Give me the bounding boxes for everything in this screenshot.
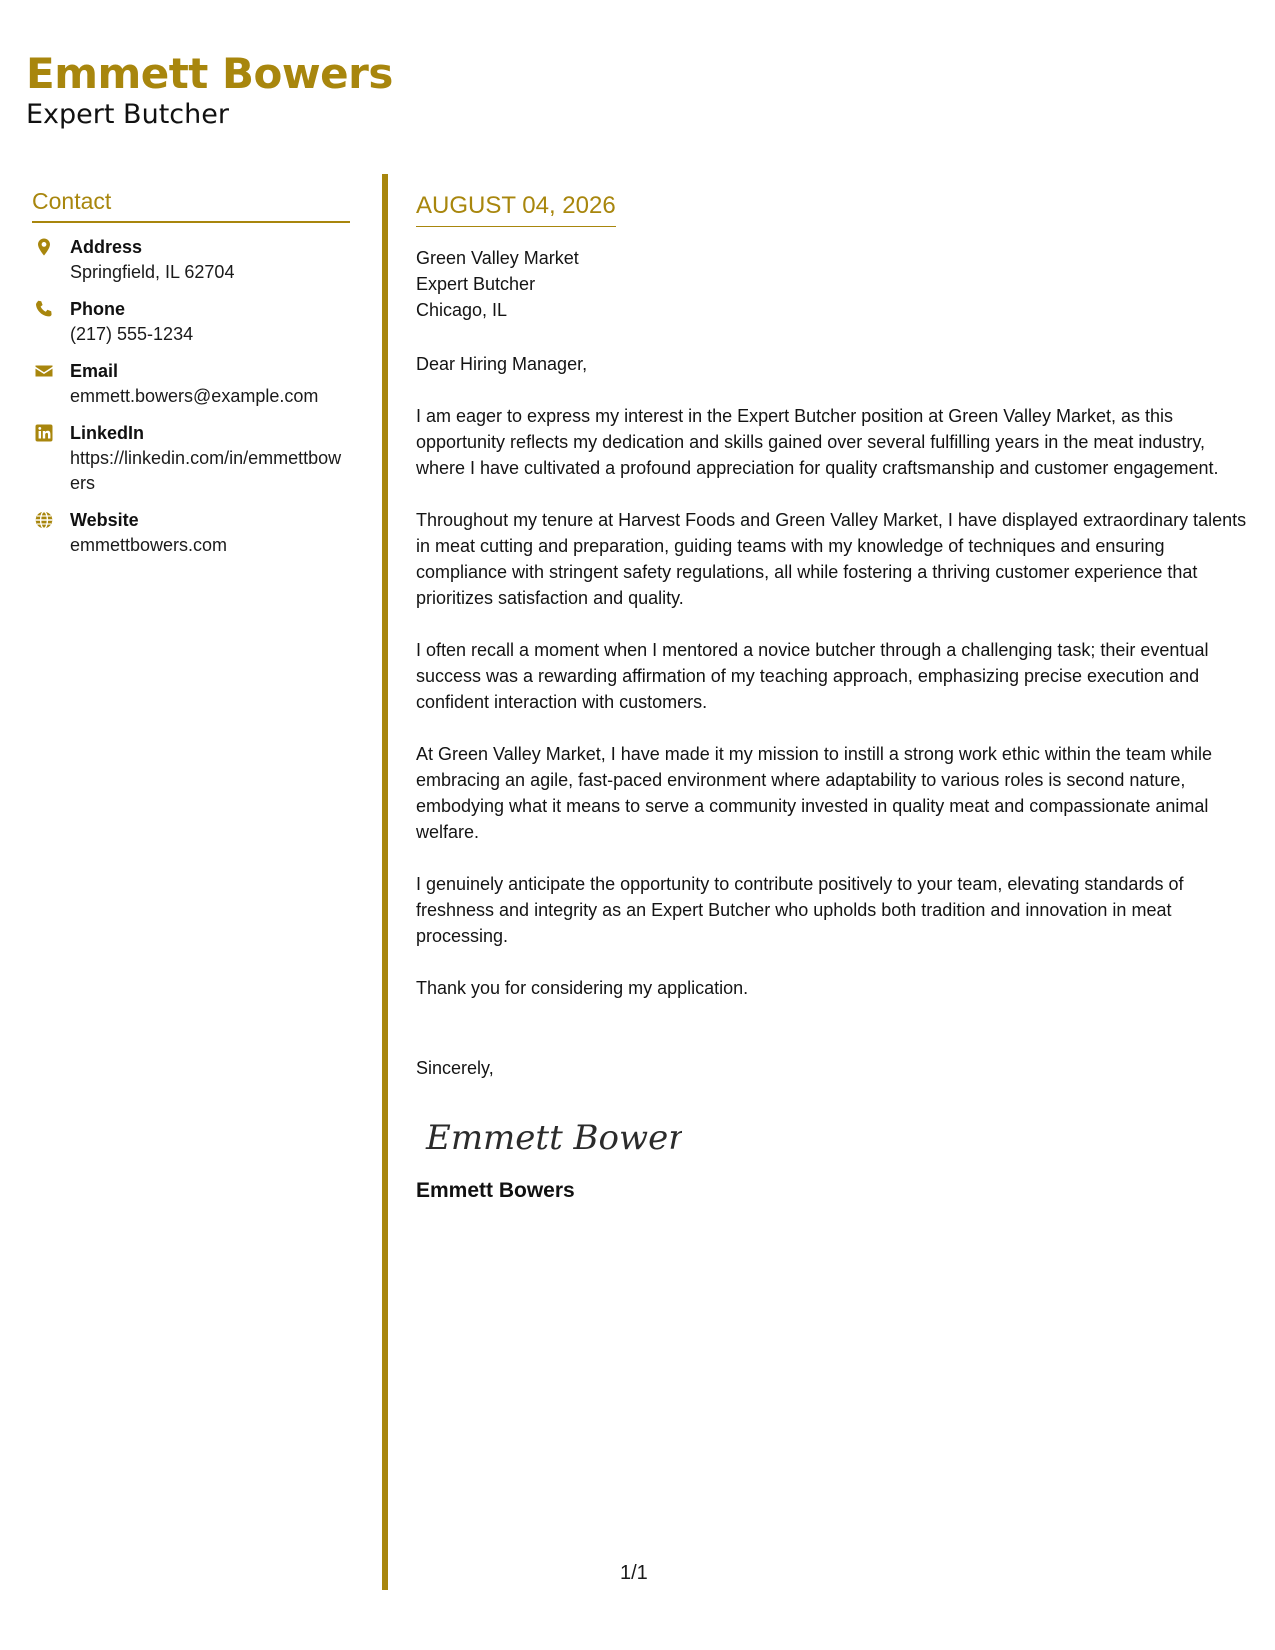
contact-item-email — [32, 359, 350, 409]
contact-item-linkedin — [32, 421, 350, 496]
letter-paragraph: I often recall a moment when I mentored a novice butcher through a challenging task; their eventual success was a rewarding affirmation of my teaching approach, emphasizing precise execution and confident interaction with customers. — [416, 640, 1209, 712]
contact-item-website — [32, 508, 350, 558]
linkedin-icon — [34, 423, 54, 443]
letter-paragraph: Thank you for considering my application. — [416, 978, 749, 998]
phone-icon — [34, 299, 54, 319]
contact-value-phone: (217) 555-1234 — [70, 324, 194, 344]
recipient-location: Chicago, IL — [416, 300, 508, 320]
vertical-divider — [382, 174, 388, 1590]
contact-heading: Contact — [32, 188, 350, 223]
letter-paragraph: At Green Valley Market, I have made it my mission to instill a strong work ethic within the team while embracing an agile, fast-paced environment where adaptability to various roles is second nature, embodying what it means to serve a community invested in quality meat and compassionate animal welfare. — [416, 744, 1212, 842]
contact-label-email: Email — [70, 361, 119, 381]
recipient-block — [416, 245, 1256, 323]
contact-value-linkedin[interactable]: https://linkedin.com/in/emmettbowers — [70, 448, 342, 493]
signature-text: Emmett Bowers — [426, 1118, 682, 1158]
letter-paragraph: I genuinely anticipate the opportunity to contribute positively to your team, elevating standards of freshness and integrity as an Expert Butcher who upholds both tradition and innovation in meat processing. — [416, 874, 1184, 946]
letter-paragraph: Throughout my tenure at Harvest Foods and Green Valley Market, I have displayed extraordinary talents in meat cutting and preparation, guiding teams with my knowledge of techniques and ensuring compliance with stringent safety regulations, all while fostering a thriving customer experience that prioritizes satisfaction and quality. — [416, 510, 1247, 608]
contact-item-address — [32, 235, 350, 285]
page-number: 1/1 — [620, 1562, 648, 1584]
applicant-title: Expert Butcher — [26, 99, 229, 130]
signed-name: Emmett Bowers — [416, 1179, 575, 1202]
contact-label-address: Address — [70, 237, 143, 257]
resume-header — [26, 50, 393, 132]
contact-value-address: Springfield, IL 62704 — [70, 262, 235, 282]
contact-value-email: emmett.bowers@example.com — [70, 386, 319, 406]
recipient-company: Green Valley Market — [416, 248, 579, 268]
contact-item-phone — [32, 297, 350, 347]
contact-sidebar — [32, 188, 350, 570]
envelope-icon — [34, 361, 54, 381]
contact-value-website[interactable]: emmettbowers.com — [70, 535, 228, 555]
contact-label-phone: Phone — [70, 299, 126, 319]
contact-label-linkedin: LinkedIn — [70, 423, 145, 443]
map-pin-icon — [34, 237, 54, 257]
letter-date: AUGUST 04, 2026 — [416, 190, 616, 227]
contact-label-website: Website — [70, 510, 139, 530]
recipient-position: Expert Butcher — [416, 274, 536, 294]
signature-image — [422, 1107, 682, 1167]
salutation: Dear Hiring Manager, — [416, 354, 588, 374]
handwritten-signature — [422, 1107, 1256, 1167]
globe-icon — [34, 510, 54, 530]
cover-letter-body — [416, 190, 1256, 1205]
letter-closing: Sincerely, — [416, 1058, 494, 1078]
applicant-name: Emmett Bowers — [26, 49, 393, 98]
letter-paragraph: I am eager to express my interest in the Expert Butcher position at Green Valley Market, as this opportunity reflects my dedication and skills gained over several fulfilling years in the meat industry, where I have cultivated a profound appreciation for quality craftsmanship and customer engagement. — [416, 406, 1219, 478]
